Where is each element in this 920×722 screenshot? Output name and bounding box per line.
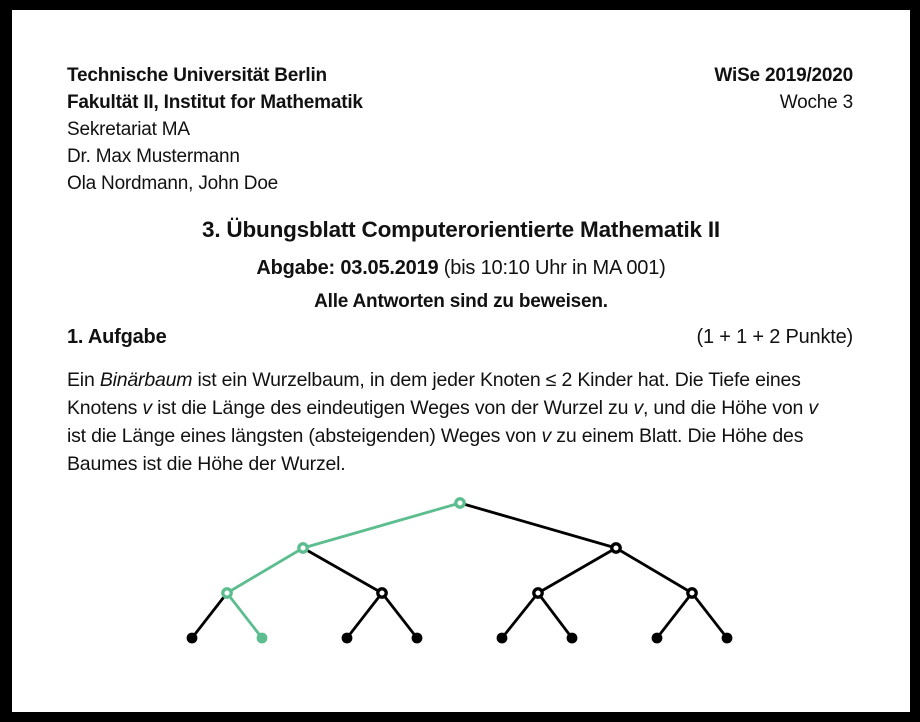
text-segment: v — [541, 425, 552, 447]
text-segment: Baumes ist die Höhe der Wurzel. — [67, 453, 346, 475]
text-segment: , und die Höhe von — [643, 397, 809, 419]
tree-edge-root-L — [303, 503, 460, 548]
tree-edge-LL-l2 — [227, 593, 262, 638]
institution-name: Technische Universität Berlin — [67, 65, 327, 86]
task-description — [67, 366, 818, 478]
text-segment: Abgabe: 03.05.2019 — [256, 257, 439, 279]
semester-line: WiSe 2019/2020 — [714, 65, 853, 86]
tree-edge-RR-l7 — [657, 593, 692, 638]
tree-edge-RR-l8 — [692, 593, 727, 638]
tree-node-LR — [378, 589, 386, 597]
text-segment: v — [633, 397, 643, 419]
text-segment: zu einem Blatt. Die Höhe des — [551, 425, 804, 447]
week-line: Woche 3 — [779, 92, 853, 113]
institution-block — [67, 62, 363, 197]
text-segment: ist die Länge des eindeutigen Weges von der Wurzel zu — [151, 397, 634, 419]
tree-node-l4 — [412, 633, 423, 644]
tree-edge-LR-l4 — [382, 593, 417, 638]
tree-edge-L-LR — [303, 548, 382, 593]
faculty-line: Fakultät II, Institut for Mathematik — [67, 92, 363, 113]
tree-node-RR — [688, 589, 696, 597]
tree-edge-RL-l5 — [502, 593, 538, 638]
binary-tree-svg — [150, 480, 770, 660]
proof-notice: Alle Antworten sind zu beweisen. — [314, 291, 608, 312]
tree-node-RL — [534, 589, 542, 597]
tree-node-l3 — [342, 633, 353, 644]
task-number: 1. Aufgabe — [67, 326, 167, 348]
tree-edge-RL-l6 — [538, 593, 572, 638]
tree-node-l2 — [257, 633, 268, 644]
sheet-title: 3. Übungsblatt Computerorientierte Mathematik II — [202, 217, 720, 242]
text-segment: v — [142, 397, 152, 419]
paragraph-line — [67, 422, 818, 450]
tree-edge-LR-l3 — [347, 593, 382, 638]
tree-edge-root-R — [460, 503, 616, 548]
tree-node-l8 — [722, 633, 733, 644]
tree-node-L — [299, 544, 307, 552]
paragraph-line — [67, 366, 818, 394]
text-segment: Binärbaum — [99, 369, 193, 391]
tree-edge-LL-l1 — [192, 593, 227, 638]
paragraph-line — [67, 450, 818, 478]
tree-node-root — [456, 499, 464, 507]
tree-edge-R-RR — [616, 548, 692, 593]
tree-node-R — [612, 544, 620, 552]
semester-block — [714, 62, 853, 197]
document-header — [67, 62, 853, 197]
secretariat-line: Sekretariat MA — [67, 119, 190, 140]
text-segment: ist ein Wurzelbaum, in dem jeder Knoten ≤ 2 Kinder hat. Die Tiefe eines — [192, 369, 801, 391]
tree-node-l5 — [497, 633, 508, 644]
text-segment: Knotens — [67, 397, 143, 419]
text-segment: Ein — [67, 369, 100, 391]
tree-edge-R-RL — [538, 548, 616, 593]
task-header — [67, 326, 853, 349]
tree-node-l1 — [187, 633, 198, 644]
lecturer-line: Dr. Max Mustermann — [67, 146, 240, 167]
tree-node-l7 — [652, 633, 663, 644]
tree-node-l6 — [567, 633, 578, 644]
text-segment: v — [808, 397, 818, 419]
binary-tree-figure — [150, 480, 770, 660]
paragraph-line — [67, 394, 818, 422]
tree-node-LL — [223, 589, 231, 597]
text-segment: ist die Länge eines längsten (absteigenden) Weges von — [67, 425, 542, 447]
assistants-line: Ola Nordmann, John Doe — [67, 173, 279, 194]
tree-edge-L-LL — [227, 548, 303, 593]
text-segment: (bis 10:10 Uhr in MA 001) — [438, 257, 666, 279]
task-points: (1 + 1 + 2 Punkte) — [696, 326, 853, 348]
submission-line — [12, 257, 910, 280]
